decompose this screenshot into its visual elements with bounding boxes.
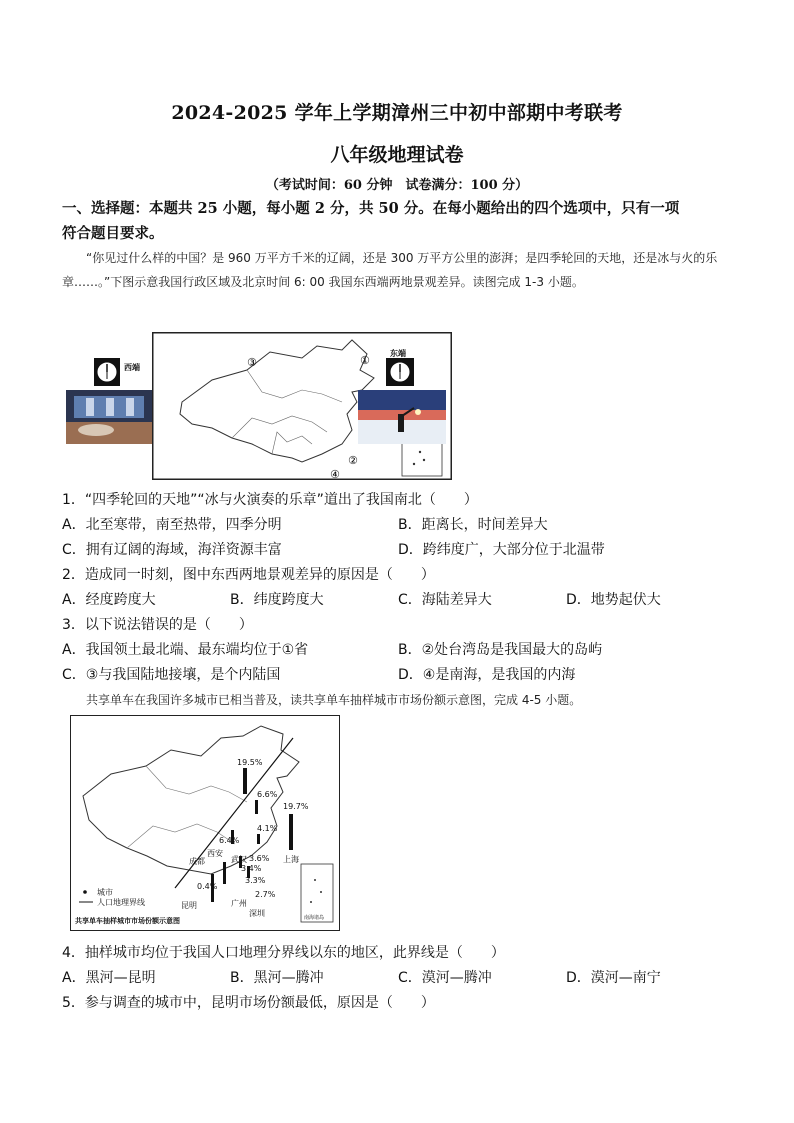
q1-option-a[interactable]: A．北至寒带，南至热带，四季分明 bbox=[62, 517, 282, 533]
figure-2 bbox=[70, 715, 340, 931]
map-marker-3: ③ bbox=[247, 356, 257, 369]
city-label-xian: 西安 bbox=[207, 849, 223, 858]
q3-option-b[interactable]: B．②处台湾岛是我国最大的岛屿 bbox=[398, 642, 603, 658]
q2-option-c[interactable]: C．海陆差异大 bbox=[398, 592, 492, 608]
exam-subtitle: 八年级地理试卷 bbox=[330, 144, 464, 166]
q3-option-a[interactable]: A．我国领土最北端、最东端均位于①省 bbox=[62, 642, 309, 658]
q1-option-c[interactable]: C．拥有辽阔的海域，海洋资源丰富 bbox=[62, 542, 282, 558]
legend-city: 城市 bbox=[97, 888, 113, 897]
city-label-chengdu: 成都 bbox=[189, 857, 205, 866]
value-label-5: 3.6% bbox=[249, 854, 270, 863]
question-1-stem: 1．“四季轮回的天地”“冰与火演奏的乐章”道出了我国南北（ ） bbox=[62, 492, 478, 508]
west-photo bbox=[66, 390, 152, 444]
east-label: 东端 bbox=[390, 349, 406, 358]
city-label-shanghai: 上海 bbox=[283, 855, 299, 864]
section-heading bbox=[62, 196, 742, 246]
exam-title: 2024-2025 学年上学期漳州三中初中部期中考联考 bbox=[171, 102, 623, 124]
value-label-7: 3.4% bbox=[241, 864, 262, 873]
question-4-stem: 4．抽样城市均位于我国人口地理分界线以东的地区，此界线是（ ） bbox=[62, 945, 505, 961]
section-heading-line1: 一、选择题：本题共 25 小题，每小题 2 分，共 50 分。在每小题给出的四个选项中，只有一项 bbox=[62, 200, 680, 217]
east-photo bbox=[358, 390, 446, 444]
q4-option-c[interactable]: C．漠河—腾冲 bbox=[398, 970, 492, 986]
map-marker-4: ④ bbox=[330, 468, 340, 480]
value-label-1: 19.5% bbox=[237, 758, 263, 767]
city-label-shenzhen: 深圳 bbox=[249, 909, 265, 918]
figure-2-caption: 共享单车抽样城市市场份额示意图 bbox=[75, 917, 180, 925]
value-label-10: 2.7% bbox=[255, 890, 276, 899]
q2-option-b[interactable]: B．纬度跨度大 bbox=[230, 592, 324, 608]
value-label-2: 19.7% bbox=[283, 802, 309, 811]
city-label-guangzhou: 广州 bbox=[231, 899, 247, 908]
map-marker-2: ② bbox=[348, 454, 358, 467]
question-5-stem: 5．参与调查的城市中，昆明市场份额最低，原因是（ ） bbox=[62, 995, 435, 1011]
city-label-kunming: 昆明 bbox=[181, 901, 197, 910]
q3-option-c[interactable]: C．③与我国陆地接壤，是个内陆国 bbox=[62, 667, 281, 683]
intro-paragraph-2: 共享单车在我国许多城市已相当普及，读共享单车抽样城市市场份额示意图，完成 4-5 小题。 bbox=[86, 693, 582, 707]
west-clock-icon bbox=[94, 358, 120, 386]
q3-option-d[interactable]: D．④是南海，是我国的内海 bbox=[398, 667, 576, 683]
east-clock-icon bbox=[386, 358, 414, 386]
q2-option-a[interactable]: A．经度跨度大 bbox=[62, 592, 156, 608]
q1-option-b[interactable]: B．距离长，时间差异大 bbox=[398, 517, 548, 533]
exam-info: （考试时间：60 分钟 试卷满分：100 分） bbox=[265, 178, 529, 193]
value-label-4: 6.4% bbox=[219, 836, 240, 845]
question-3-stem: 3．以下说法错误的是（ ） bbox=[62, 617, 253, 633]
q2-option-d[interactable]: D．地势起伏大 bbox=[566, 592, 661, 608]
value-label-8: 3.3% bbox=[245, 876, 266, 885]
section-heading-line2: 符合题目要求。 bbox=[62, 225, 164, 242]
city-label-wuhan: 武汉 bbox=[231, 855, 247, 864]
figure-1 bbox=[62, 330, 454, 480]
west-label: 西端 bbox=[124, 363, 140, 372]
q4-option-b[interactable]: B．黑河—腾冲 bbox=[230, 970, 324, 986]
map-marker-1: ① bbox=[360, 354, 370, 367]
legend-boundary: 人口地理界线 bbox=[97, 898, 145, 907]
q4-option-d[interactable]: D．漠河—南宁 bbox=[566, 970, 661, 986]
value-label-9: 0.4% bbox=[197, 882, 218, 891]
inset-label: 南海诸岛 bbox=[304, 915, 325, 921]
question-2-stem: 2．造成同一时刻，图中东西两地景观差异的原因是（ ） bbox=[62, 567, 435, 583]
intro-paragraph-1: “你见过什么样的中国？是 960 万平方千米的辽阔，还是 300 万平方公里的澎湃；是四季轮回的天地，还是冰与火的乐章……。”下图示意我国行政区域及北京时间 6: 00 我国东西端两地景观差异。读图完成 1-3 小题。 bbox=[62, 251, 718, 289]
q1-option-d[interactable]: D．跨纬度广，大部分位于北温带 bbox=[398, 542, 605, 558]
value-label-6: 4.1% bbox=[257, 824, 278, 833]
value-label-3: 6.6% bbox=[257, 790, 278, 799]
q4-option-a[interactable]: A．黑河—昆明 bbox=[62, 970, 156, 986]
